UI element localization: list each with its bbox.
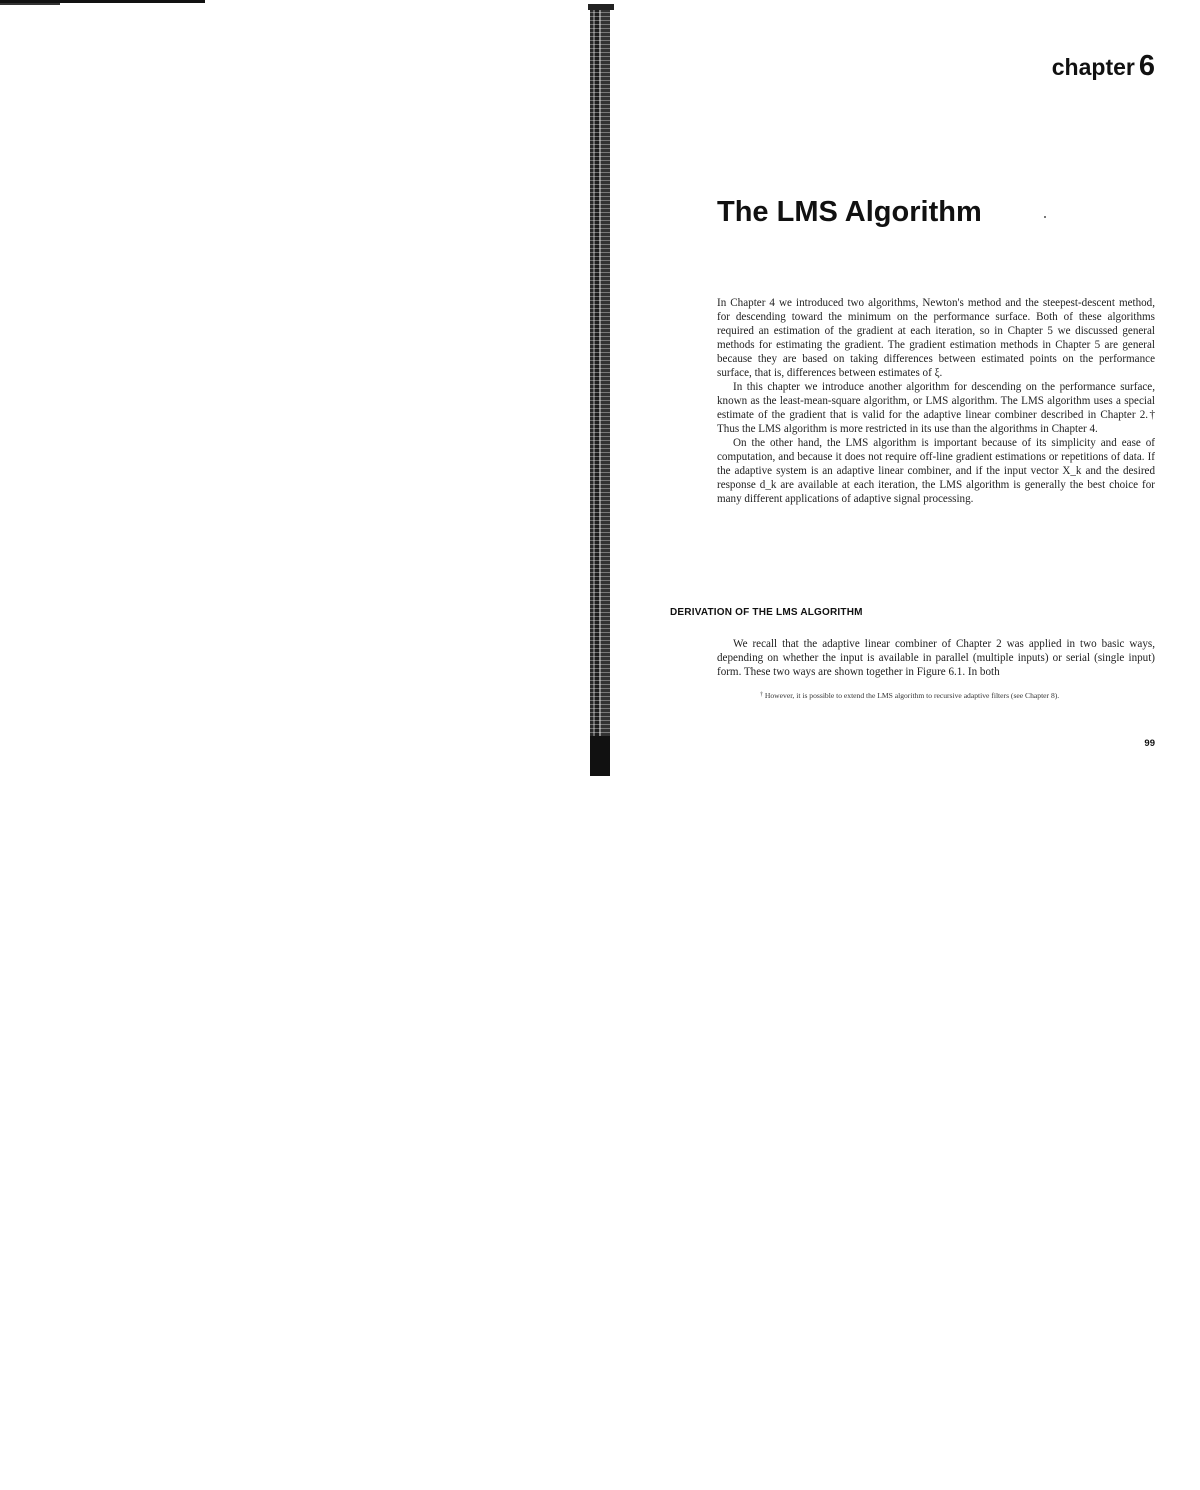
section-heading: DERIVATION OF THE LMS ALGORITHM xyxy=(670,607,863,618)
footnote-text: However, it is possible to extend the LMS algorithm to recursive adaptive filters (see Chapter 8). xyxy=(764,691,1060,700)
footnote xyxy=(760,691,1059,700)
intro-paragraph: In this chapter we introduce another algorithm for descending on the performance surface, known as the least-mean-square algorithm, or LMS algorithm. The LMS algorithm uses a special estimate of the gradient that is valid for the adaptive linear combiner described in Chapter 2.† Thus the LMS algorithm is more restricted in its use than the algorithms in Chapter 4. xyxy=(717,381,1155,435)
chapter-word: chapter xyxy=(1051,54,1135,80)
chapter-title: The LMS Algorithm xyxy=(717,196,982,228)
page-number: 99 xyxy=(1144,738,1155,749)
intro-section xyxy=(717,296,1155,506)
chapter-label xyxy=(1052,50,1155,83)
book-binding-shadow xyxy=(590,4,610,776)
derivation-paragraph: We recall that the adaptive linear combiner of Chapter 2 was applied in two basic ways, depending on whether the input is available in parallel (multiple inputs) or serial (single input) form. These two ways are shown together in Figure 6.1. In both xyxy=(717,638,1155,678)
scan-speck xyxy=(1044,216,1046,218)
intro-paragraph: On the other hand, the LMS algorithm is important because of its simplicity and ease of computation, and because it does not require off-line gradient estimations or repetitions of data. If the adaptive system is an adaptive linear combiner, and if the input vector X_k and the desired response d_k are available at each iteration, the LMS algorithm is generally the best choice for many different applications of adaptive signal processing. xyxy=(717,437,1155,505)
derivation-section xyxy=(717,637,1155,679)
chapter-number: 6 xyxy=(1138,50,1155,82)
intro-paragraph: In Chapter 4 we introduced two algorithms, Newton's method and the steepest-descent method, for descending toward the minimum on the performance surface. Both of these algorithms required an estimation of the gradient at each iteration, so in Chapter 5 we discussed general methods for estimating the gradient. The gradient estimation methods in Chapter 5 are general because they are based on taking differences between estimated points on the performance surface, that is, differences between estimates of ξ. xyxy=(717,297,1155,379)
top-edge-rule xyxy=(0,0,205,3)
footnote-mark: † xyxy=(760,692,763,698)
